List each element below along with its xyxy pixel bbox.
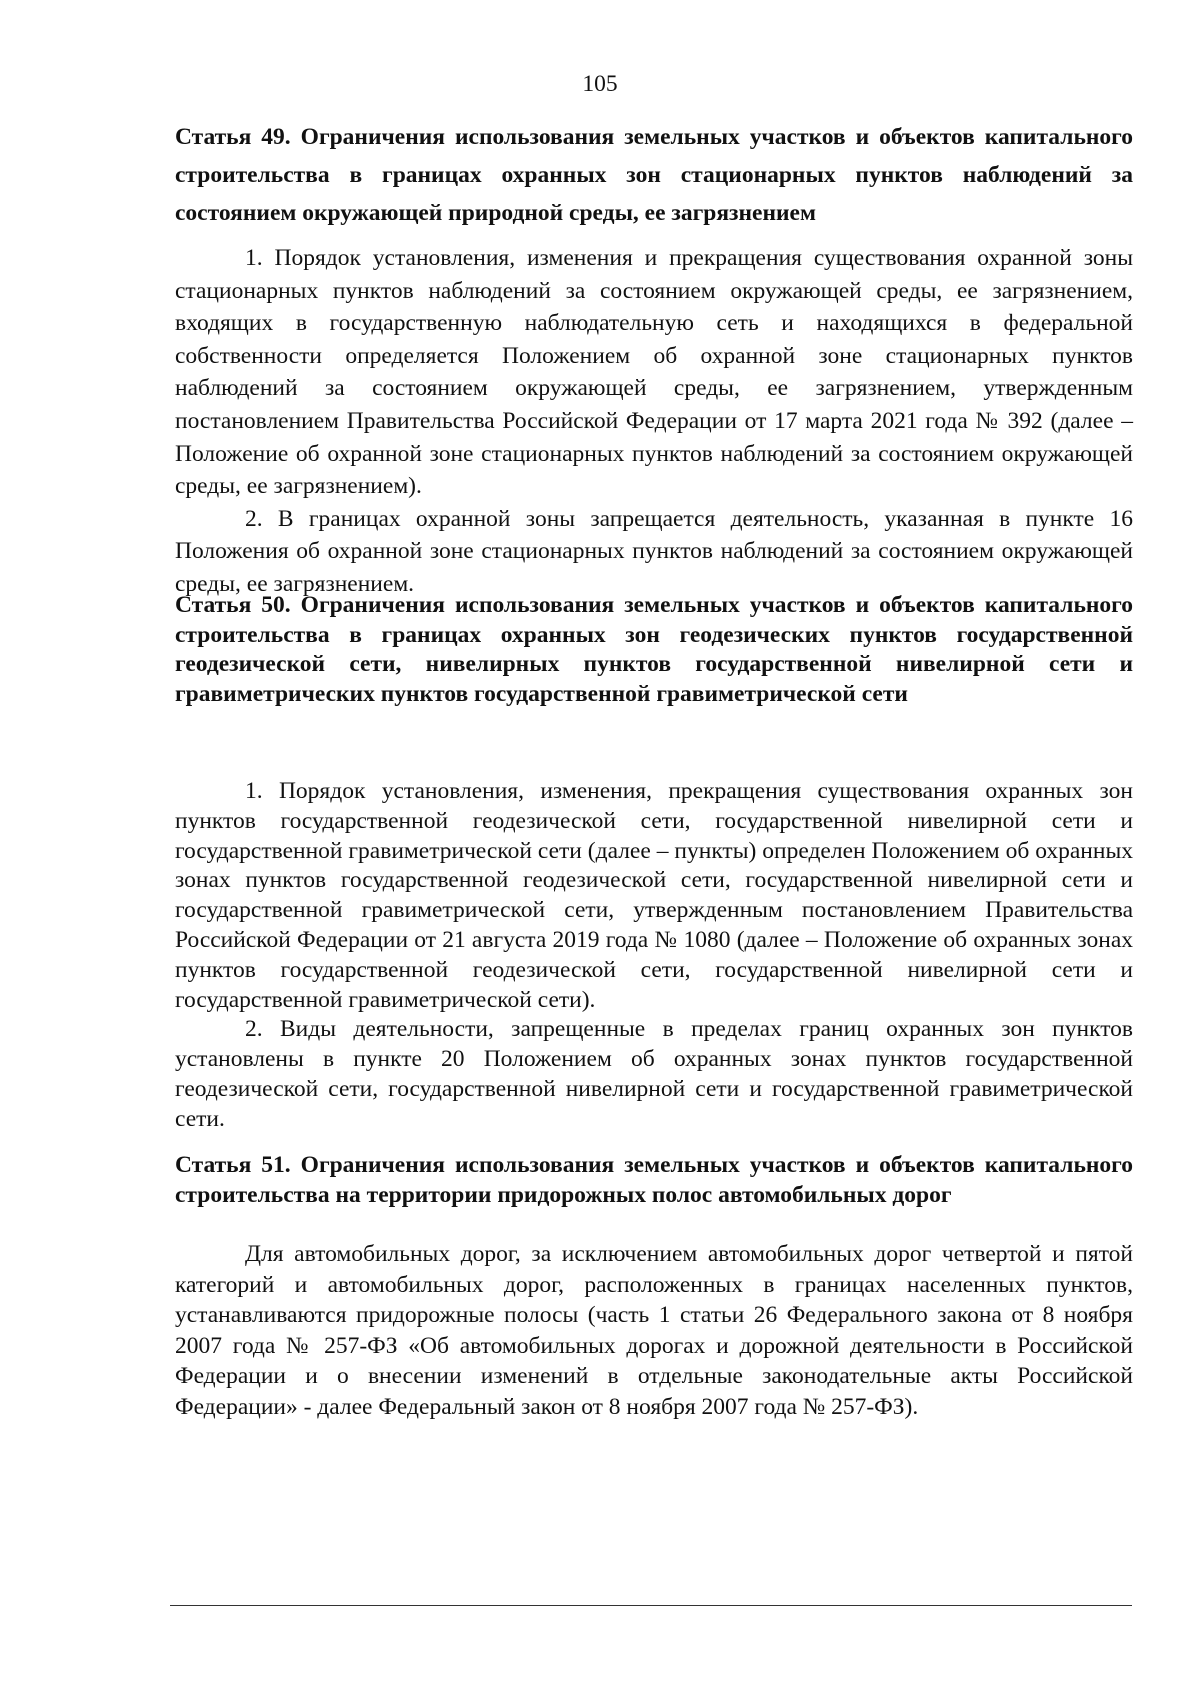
- article-49-paragraph-1: 1. Порядок установления, изменения и прекращения существования охранной зоны стационарных пунктов наблюдений за состоянием окружающей среды, ее загрязнением, входящих в государственную наблюдательную сеть и находящихся в федеральной собственности определяется Положением об охранной зоне стационарных пунктов наблюдений за состоянием окружающей среды, ее загрязнением, утвержденным постановлением Правительства Российской Федерации от 17 марта 2021 года № 392 (далее – Положение об охранной зоне стационарных пунктов наблюдений за состоянием окружающей среды, ее загрязнением).: [175, 245, 1133, 500]
- article-49-body: [175, 242, 1133, 601]
- article-51-body: [175, 1239, 1133, 1422]
- article-49-heading: Статья 49. Ограничения использования земельных участков и объектов капитального строительства в границах охранных зон стационарных пунктов наблюдений за состоянием окружающей природной среды, ее загрязнением: [175, 124, 1133, 226]
- article-50-paragraph-2: 2. Виды деятельности, запрещенные в пределах границ охранных зон пунктов установлены в пункте 20 Положением об охранных зонах пунктов государственной геодезической сети, государственной нивелирной сети и государственной гравиметрической сети.: [175, 1016, 1133, 1132]
- article-49-paragraph-2: 2. В границах охранной зоны запрещается деятельность, указанная в пункте 16 Положения об охранной зоне стационарных пунктов наблюдений за состоянием окружающей среды, ее загрязнением.: [175, 505, 1133, 597]
- article-51-paragraph-1: Для автомобильных дорог, за исключением автомобильных дорог четвертой и пятой категорий и автомобильных дорог, расположенных в границах населенных пунктов, устанавливаются придорожные полосы (часть 1 статьи 26 Федерального закона от 8 ноября 2007 года № 257-ФЗ «Об автомобильных дорогах и дорожной деятельности в Российской Федерации и о внесении изменений в отдельные законодательные акты Российской Федерации» - далее Федеральный закон от 8 ноября 2007 года № 257-ФЗ).: [175, 1241, 1133, 1420]
- article-50-heading: Статья 50. Ограничения использования земельных участков и объектов капитального строительства в границах охранных зон геодезических пунктов государственной геодезической сети, нивелирных пунктов государственной нивелирной сети и гравиметрических пунктов государственной гравиметрической сети: [175, 592, 1133, 707]
- footer-divider: [170, 1605, 1132, 1606]
- article-51-heading: Статья 51. Ограничения использования земельных участков и объектов капитального строительства на территории придорожных полос автомобильных дорог: [175, 1152, 1133, 1208]
- article-50-body: [175, 777, 1133, 1135]
- article-50-paragraph-1: 1. Порядок установления, изменения, прекращения существования охранных зон пунктов государственной геодезической сети, государственной нивелирной сети и государственной гравиметрической сети (далее – пункты) определен Положением об охранных зонах пунктов государственной геодезической сети, государственной нивелирной сети и государственной гравиметрической сети, утвержденным постановлением Правительства Российской Федерации от 21 августа 2019 года № 1080 (далее – Положение об охранных зонах пунктов государственной геодезической сети, государственной нивелирной сети и государственной гравиметрической сети).: [175, 778, 1133, 1013]
- page-number: 105: [582, 71, 618, 97]
